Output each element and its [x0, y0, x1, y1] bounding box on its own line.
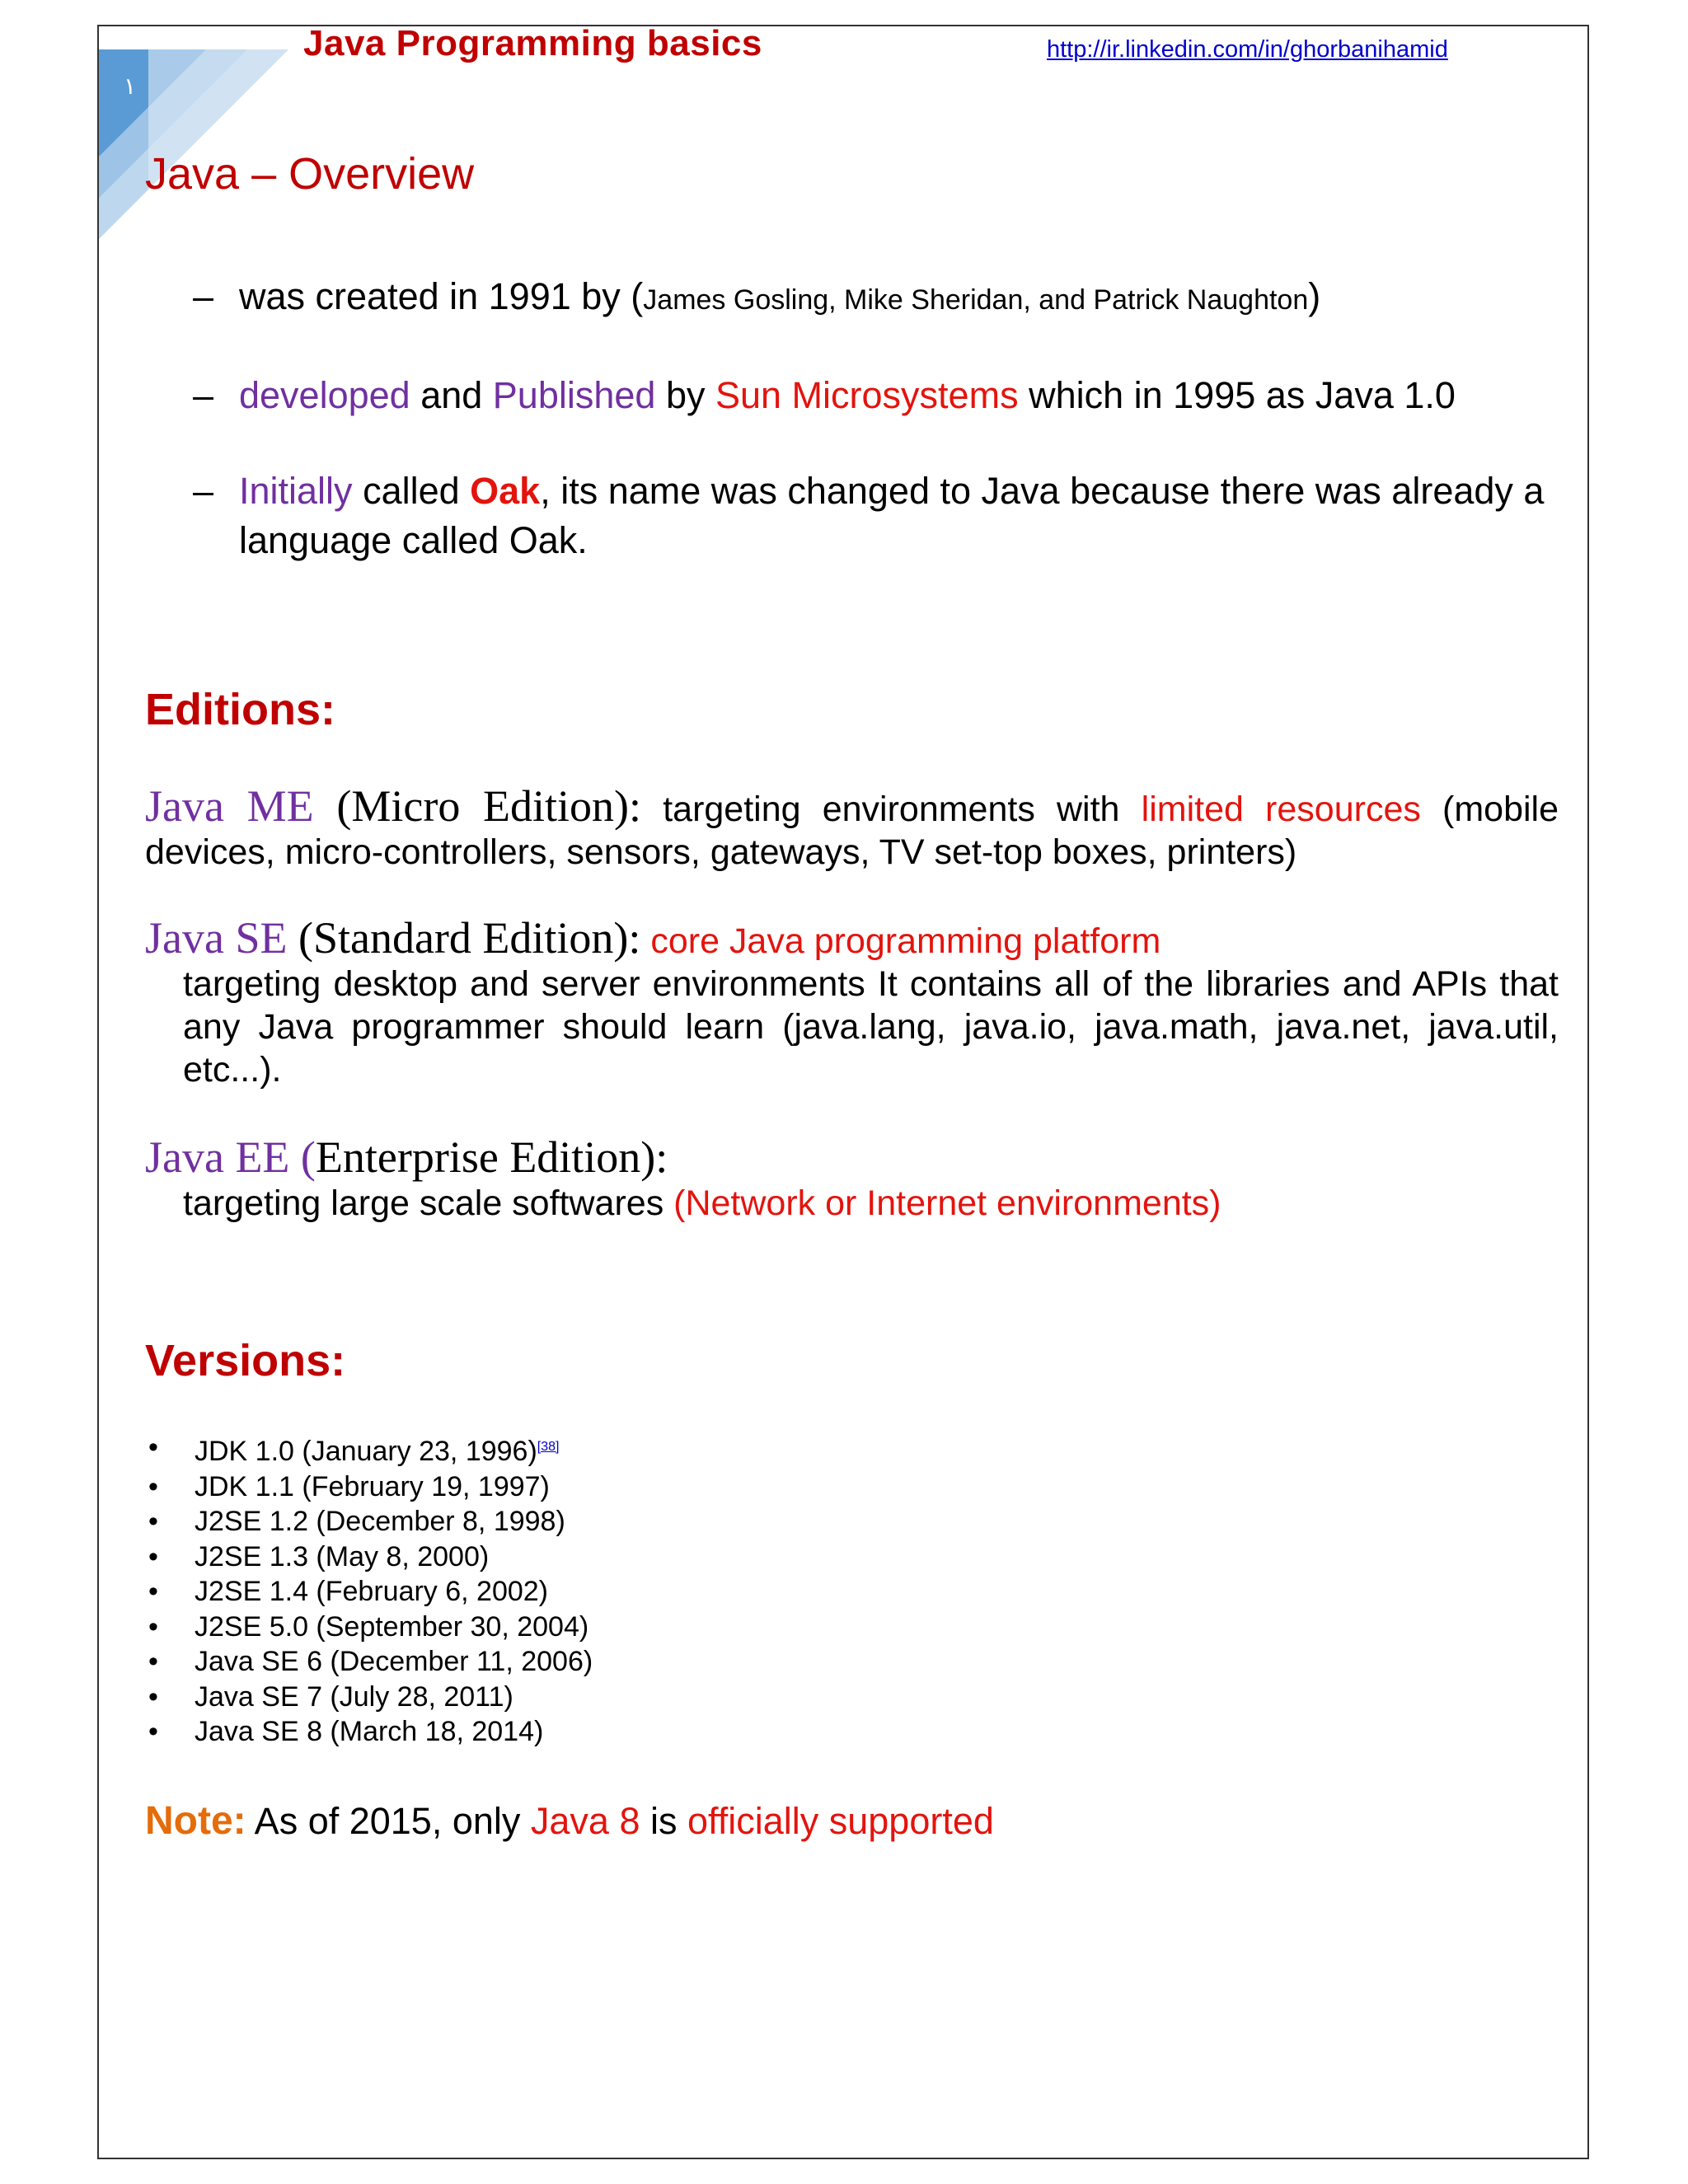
list-item: • J2SE 5.0 (September 30, 2004)	[148, 1610, 593, 1645]
note: Note: As of 2015, only Java 8 is officially supported	[145, 1799, 994, 1843]
edition-me: Java ME (Micro Edition): targeting environments with limited resources (mobile devices, micro-controllers, sensors, gateways, TV set-top boxes, printers)	[145, 781, 1559, 872]
reference-link[interactable]: [38]	[537, 1440, 560, 1454]
list-item: – developed and Published by Sun Microsystems which in 1995 as Java 1.0	[193, 371, 1545, 420]
list-item: • Java SE 7 (July 28, 2011)	[148, 1680, 593, 1715]
edition-ee: Java EE (Enterprise Edition): targeting large scale softwares (Network or Internet environments)	[145, 1132, 1221, 1223]
list-item: • J2SE 1.4 (February 6, 2002)	[148, 1574, 593, 1610]
versions-heading: Versions:	[145, 1336, 346, 1385]
overview-title: Java – Overview	[145, 149, 475, 199]
list-item: • J2SE 1.3 (May 8, 2000)	[148, 1540, 593, 1575]
creator-names: James Gosling, Mike Sheridan, and Patrick Naughton	[643, 284, 1309, 316]
list-item: • Java SE 8 (March 18, 2014)	[148, 1714, 593, 1750]
note-label: Note:	[145, 1799, 246, 1843]
list-item: • JDK 1.1 (February 19, 1997)	[148, 1469, 593, 1505]
dash-marker: –	[193, 275, 214, 317]
dash-marker: –	[193, 374, 214, 416]
overview-list	[193, 272, 1545, 612]
page-number: ١	[124, 73, 137, 99]
versions-list	[148, 1430, 593, 1750]
edition-se: Java SE (Standard Edition): core Java programming platform targeting desktop and server environments It contains all of the libraries and APIs that any Java programmer should learn (java.lang, java.io, java.math, java.net, java.util, etc...).	[145, 913, 1559, 1090]
list-item: • JDK 1.0 (January 23, 1996)[38]	[148, 1430, 593, 1469]
dash-marker: –	[193, 470, 214, 512]
editions-heading: Editions:	[145, 685, 335, 734]
list-item: – Initially called Oak, its name was changed to Java because there was already a language called Oak.	[193, 466, 1545, 565]
header-title: Java Programming basics	[303, 23, 762, 63]
list-item: • J2SE 1.2 (December 8, 1998)	[148, 1504, 593, 1540]
list-item: – was created in 1991 by (James Gosling, Mike Sheridan, and Patrick Naughton)	[193, 272, 1545, 325]
list-item: • Java SE 6 (December 11, 2006)	[148, 1644, 593, 1680]
linkedin-link[interactable]: http://ir.linkedin.com/in/ghorbanihamid	[1047, 36, 1448, 63]
